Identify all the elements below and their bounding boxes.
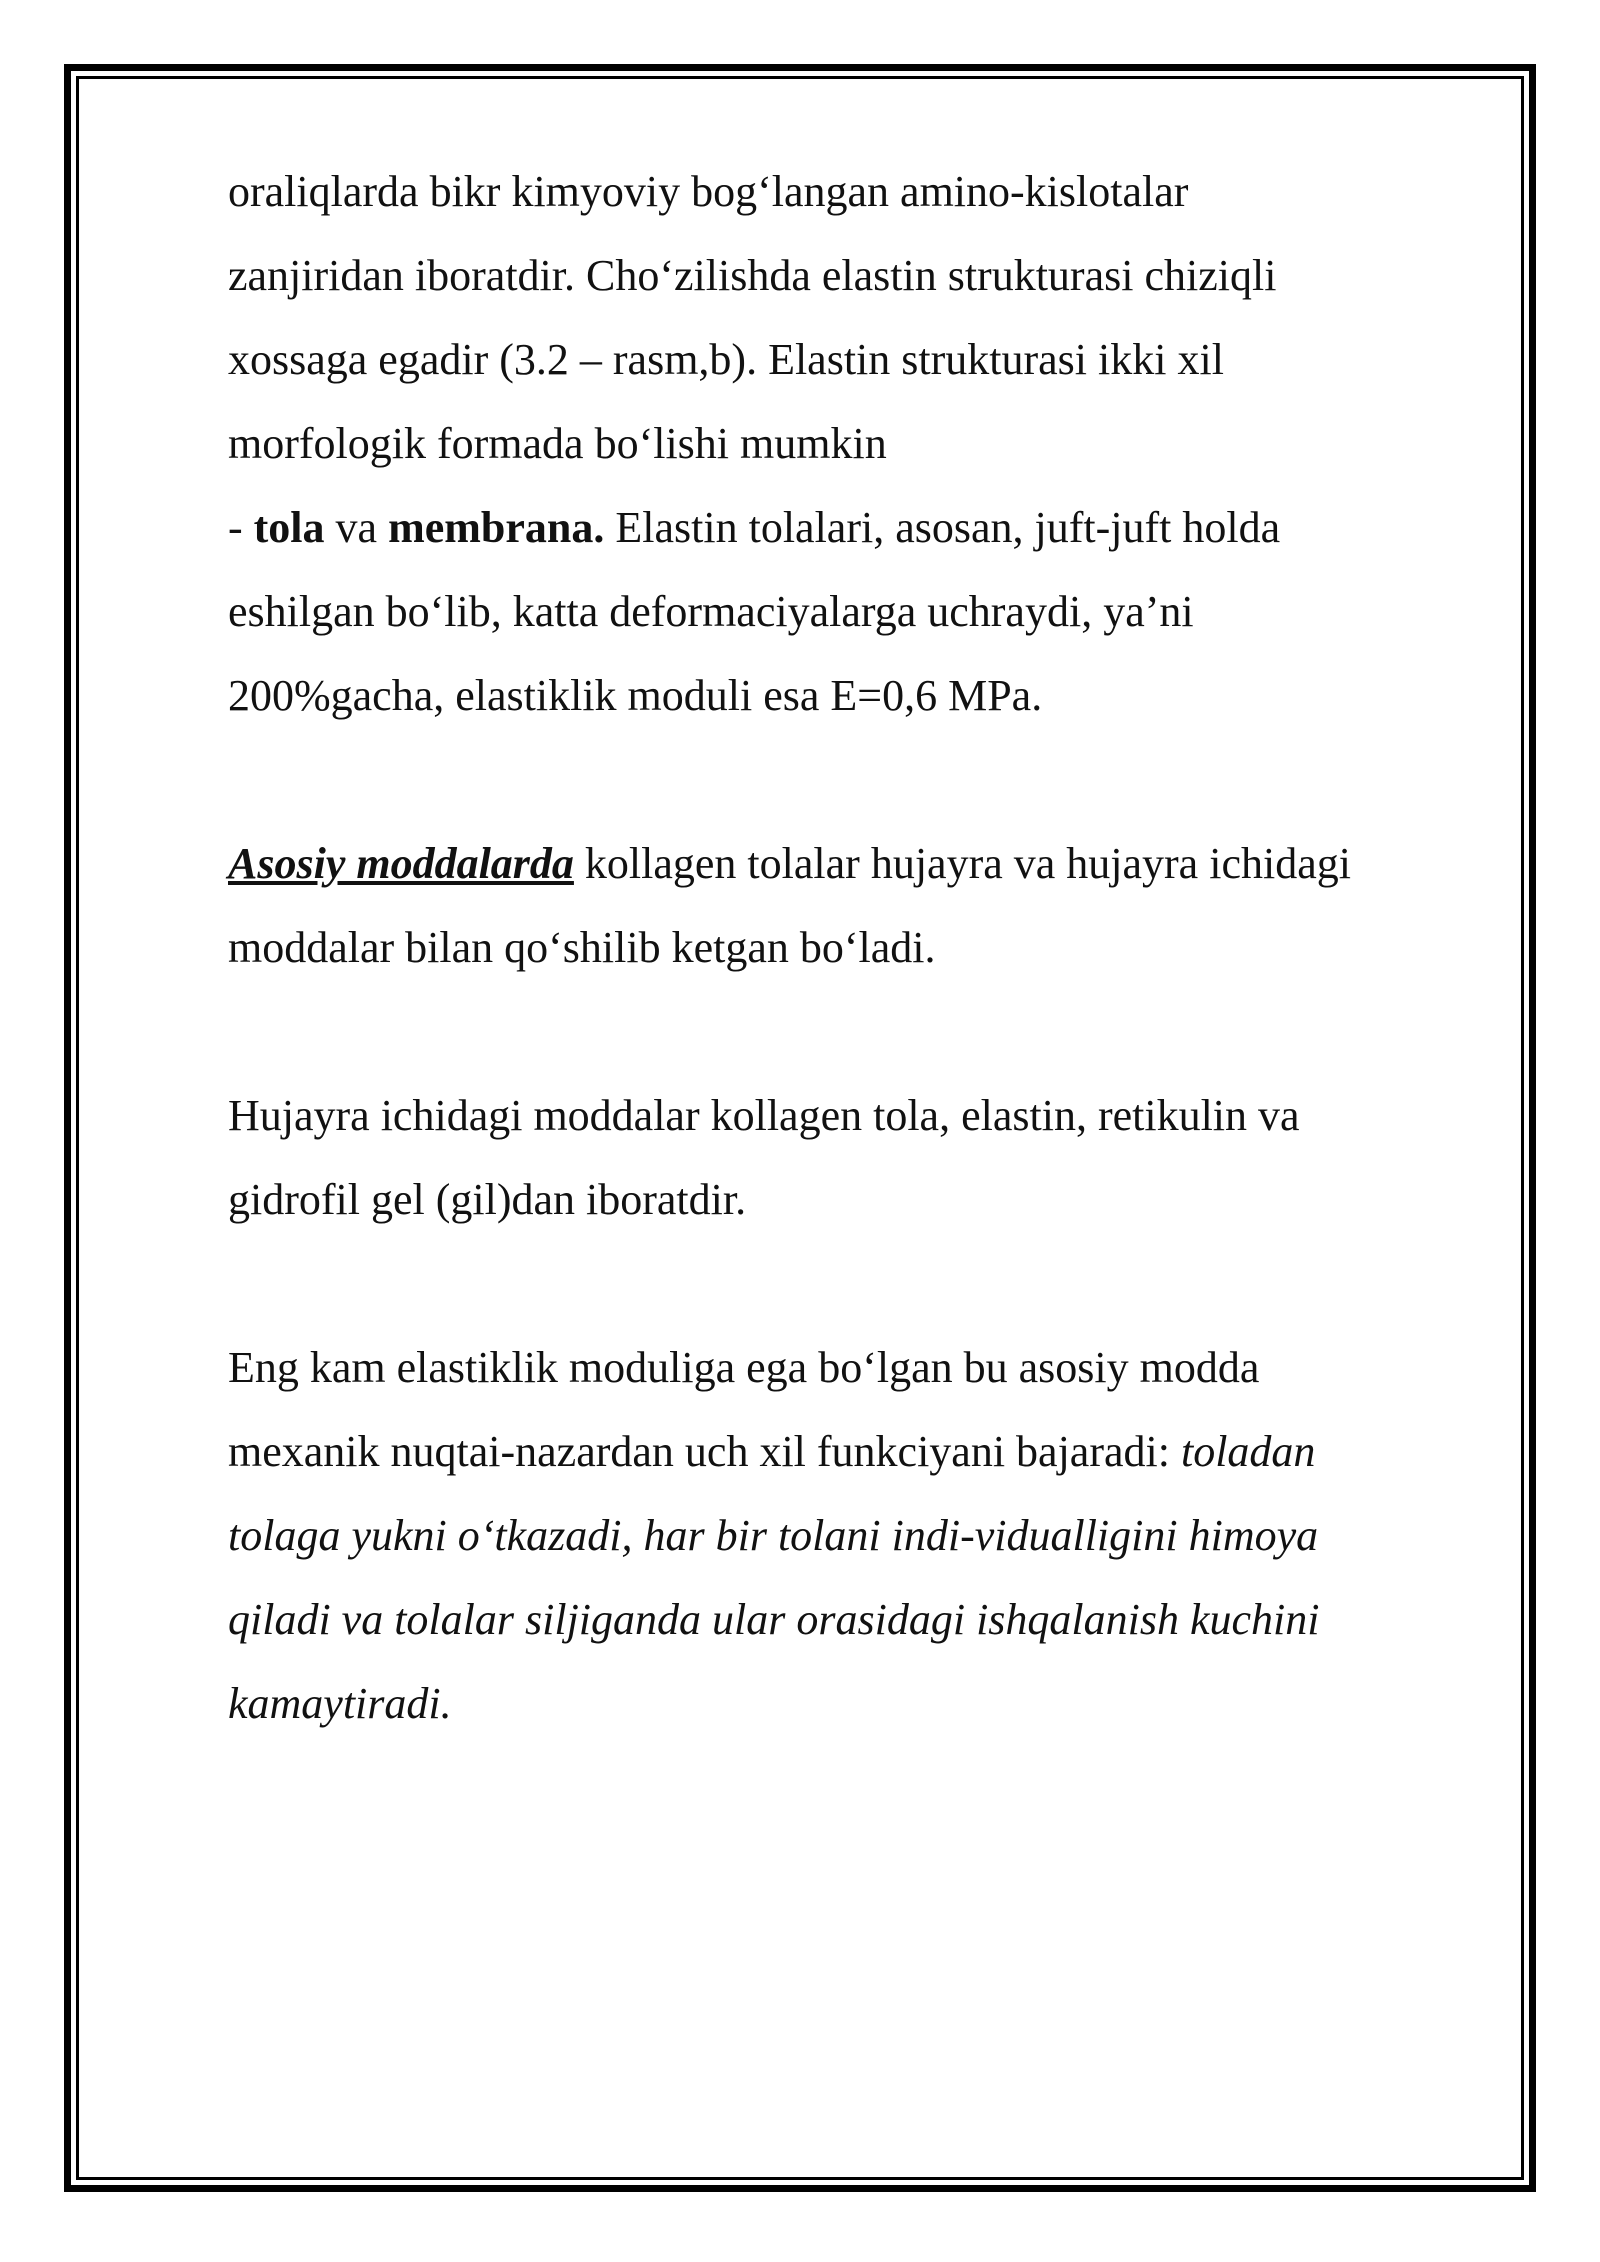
text-line: tolaga yukni o‘tkazadi, har bir tolani indi-vidualligini himoya — [228, 1511, 1319, 1560]
dash-prefix: - — [228, 503, 254, 552]
text-line: zanjiridan iboratdir. Cho‘zilishda elastin strukturasi chiziqli — [228, 251, 1277, 300]
text-line: gidrofil gel (gil)dan iboratdir. — [228, 1175, 747, 1224]
text-span: kollagen tolalar hujayra va hujayra ichidagi — [573, 839, 1351, 888]
text-span: Elastin tolalari, asosan, juft-juft holda — [604, 503, 1281, 552]
text-line: morfologik formada bo‘lishi mumkin — [228, 419, 887, 468]
paragraph-mexanik-funksiya — [228, 1326, 1468, 1746]
paragraph-gap — [228, 1242, 1468, 1326]
paragraph-hujayra-moddalar — [228, 1074, 1468, 1242]
text-span: mexanik nuqtai-nazardan uch xil funkciyani bajaradi: — [228, 1427, 1181, 1476]
text-line: eshilgan bo‘lib, katta deformaciyalarga uchraydi, ya’ni — [228, 587, 1194, 636]
bold-term-membrana: membrana. — [388, 503, 605, 552]
document-body — [228, 150, 1468, 1746]
text-line: xossaga egadir (3.2 – rasm,b). Elastin strukturasi ikki xil — [228, 335, 1224, 384]
italic-span: toladan — [1180, 1427, 1316, 1476]
emphasized-term: Asosiy moddalarda — [228, 839, 574, 888]
text-line: kamaytiradi. — [228, 1679, 452, 1728]
text-line — [228, 822, 1468, 906]
text-line — [228, 486, 1468, 570]
paragraph-gap — [228, 990, 1468, 1074]
text-line: Eng kam elastiklik moduliga ega bo‘lgan bu asosiy modda — [228, 1343, 1260, 1392]
text-line: oraliqlarda bikr kimyoviy bog‘langan amino-kislotalar — [228, 167, 1189, 216]
bold-term-tola: tola — [253, 503, 325, 552]
text-line: moddalar bilan qo‘shilib ketgan bo‘ladi. — [228, 923, 936, 972]
paragraph-elastin-structure — [228, 150, 1468, 738]
paragraph-gap — [228, 738, 1468, 822]
conjunction: va — [324, 503, 389, 552]
text-line: Hujayra ichidagi moddalar kollagen tola, elastin, retikulin va — [228, 1091, 1300, 1140]
text-line: 200%gacha, elastiklik moduli esa E=0,6 MPa. — [228, 671, 1043, 720]
text-line: qiladi va tolalar siljiganda ular orasidagi ishqalanish kuchini — [228, 1595, 1320, 1644]
text-line — [228, 1410, 1468, 1494]
paragraph-asosiy-moddalar — [228, 822, 1468, 990]
